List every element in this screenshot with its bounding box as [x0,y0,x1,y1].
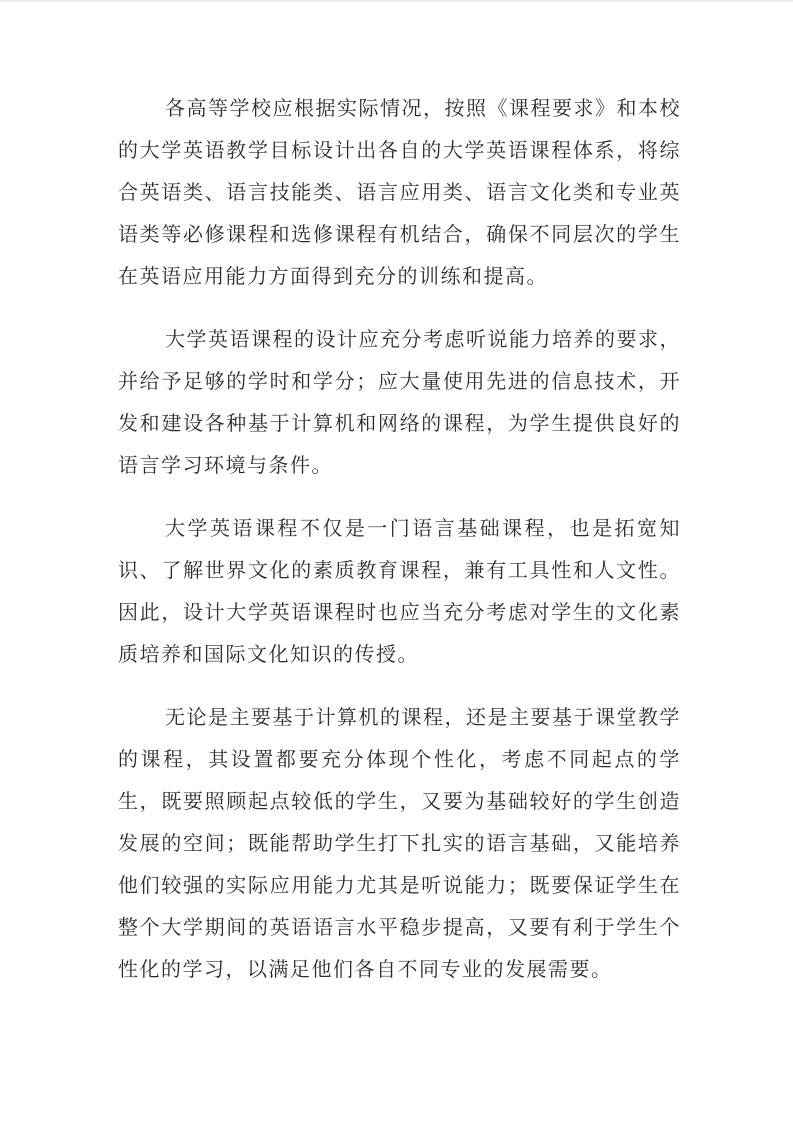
paragraph-2: 大学英语课程的设计应充分考虑听说能力培养的要求，并给予足够的学时和学分；应大量使用先进的信息技术，开发和建设各种基于计算机和网络的课程，为学生提供良好的语言学习环境与条件。 [118,329,681,477]
paragraph-4: 无论是主要基于计算机的课程，还是主要基于课堂教学的课程，其设置都要充分体现个性化，考虑不同起点的学生，既要照顾起点较低的学生，又要为基础较好的学生创造发展的空间；既能帮助学生打下扎实的语言基础，又能培养他们较强的实际应用能力尤其是听说能力；既要保证学生在整个大学期间的英语语言水平稳步提高，又要有利于学生个性化的学习，以满足他们各自不同专业的发展需要。 [118,707,681,981]
document-content [118,88,681,1012]
paragraph-1: 各高等学校应根据实际情况，按照《课程要求》和本校的大学英语教学目标设计出各自的大学英语课程体系，将综合英语类、语言技能类、语言应用类、语言文化类和专业英语类等必修课程和选修课程有机结合，确保不同层次的学生在英语应用能力方面得到充分的训练和提高。 [118,98,681,288]
paragraph-3: 大学英语课程不仅是一门语言基础课程，也是拓宽知识、了解世界文化的素质教育课程，兼有工具性和人文性。因此，设计大学英语课程时也应当充分考虑对学生的文化素质培养和国际文化知识的传授。 [118,518,681,666]
page-top-edge [0,0,793,2]
